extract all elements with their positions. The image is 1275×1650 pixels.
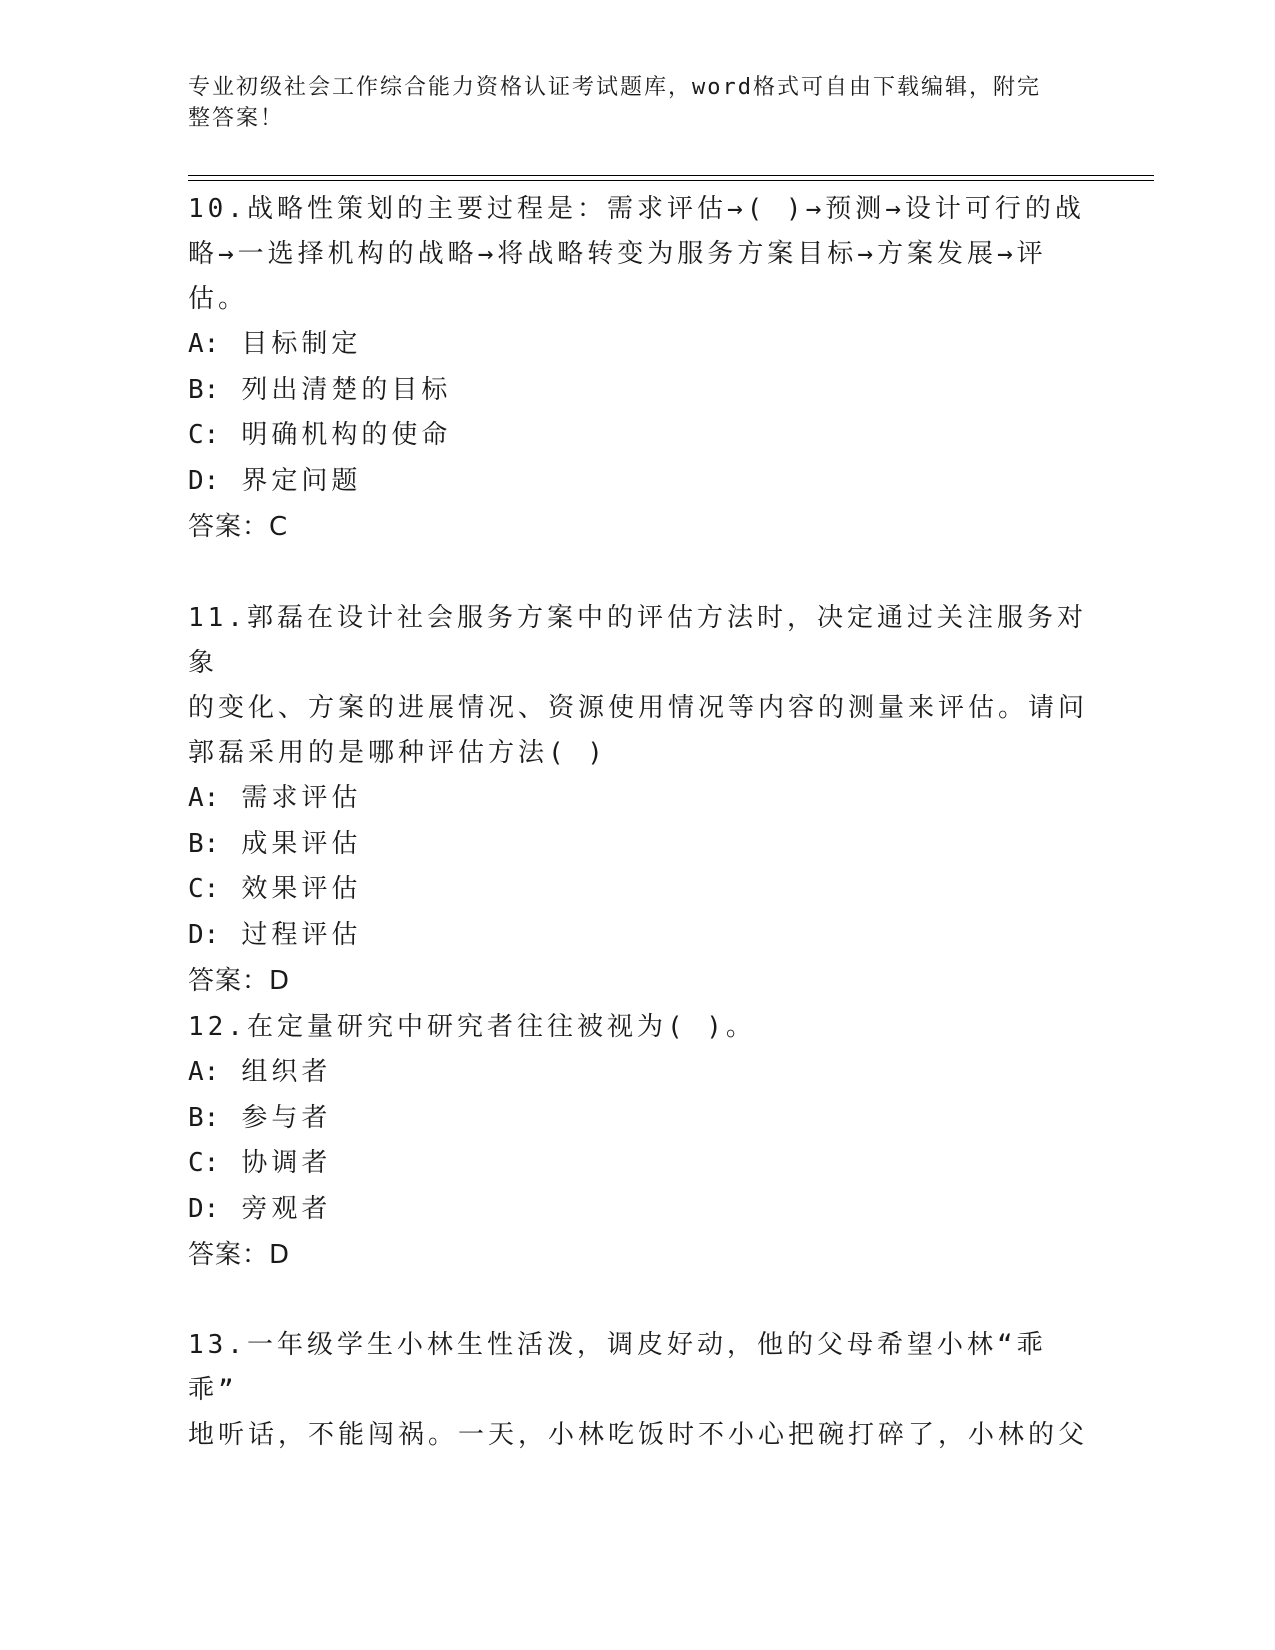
option-c — [188, 1141, 1088, 1187]
option-label: B: — [188, 374, 220, 405]
option-text: 旁观者 — [241, 1193, 332, 1224]
answer-label: 答案： — [188, 1240, 270, 1270]
option-c — [188, 413, 1088, 459]
header-line-1: 专业初级社会工作综合能力资格认证考试题库，word格式可自由下载编辑，附完 — [188, 75, 1041, 100]
question-line: 估。 — [188, 284, 249, 314]
option-text: 界定问题 — [241, 465, 362, 496]
option-text: 目标制定 — [241, 329, 362, 359]
header-rule-bottom — [188, 180, 1154, 181]
option-b — [188, 1096, 1088, 1142]
option-text: 过程评估 — [241, 919, 362, 950]
answer-label: 答案： — [188, 966, 270, 996]
option-text: 列出清楚的目标 — [241, 374, 452, 405]
question-line: 12.在定量研究中研究者往往被视为( )。 — [188, 1012, 756, 1042]
question-line: 地听话，不能闯祸。一天，小林吃饭时不小心把碗打碎了，小林的父 — [188, 1420, 1089, 1450]
answer-value: C — [269, 512, 289, 542]
question-line: 10.战略性策划的主要过程是：需求评估→( )→预测→设计可行的战 — [188, 194, 1085, 224]
option-text: 组织者 — [241, 1057, 332, 1087]
question-12 — [188, 1005, 1088, 1278]
option-b — [188, 822, 1088, 868]
option-label: D: — [188, 1193, 220, 1224]
question-line: 的变化、方案的进展情况、资源使用情况等内容的测量来评估。请问 — [188, 693, 1089, 723]
question-line: 13.一年级学生小林生性活泼，调皮好动，他的父母希望小林“乖乖” — [188, 1330, 1047, 1405]
option-b — [188, 368, 1088, 414]
option-text: 协调者 — [241, 1148, 332, 1178]
option-label: A: — [188, 329, 220, 359]
option-text: 成果评估 — [241, 828, 362, 859]
answer-line — [188, 958, 1088, 1004]
option-label: A: — [188, 783, 220, 813]
option-d — [188, 913, 1088, 959]
option-text: 参与者 — [241, 1102, 332, 1133]
answer-line — [188, 1232, 1088, 1278]
option-label: B: — [188, 1102, 220, 1133]
option-label: D: — [188, 465, 220, 496]
option-label: B: — [188, 828, 220, 859]
document-header — [188, 72, 1068, 134]
question-11 — [188, 596, 1088, 1004]
answer-line — [188, 504, 1088, 550]
option-label: D: — [188, 919, 220, 950]
option-c — [188, 867, 1088, 913]
answer-label: 答案： — [188, 512, 270, 542]
option-a — [188, 776, 1088, 822]
option-label: A: — [188, 1057, 220, 1087]
option-a — [188, 1050, 1088, 1096]
question-13 — [188, 1323, 1088, 1458]
header-line-2: 整答案！ — [188, 106, 285, 131]
answer-value: D — [269, 1240, 291, 1270]
option-text: 效果评估 — [241, 874, 362, 904]
question-10 — [188, 187, 1088, 550]
question-line: 11.郭磊在设计社会服务方案中的评估方法时，决定通过关注服务对象 — [188, 603, 1087, 678]
option-a — [188, 322, 1088, 368]
option-d — [188, 1187, 1088, 1233]
option-label: C: — [188, 874, 220, 904]
question-line: 郭磊采用的是哪种评估方法( ) — [188, 738, 607, 768]
question-line: 略→一选择机构的战略→将战略转变为服务方案目标→方案发展→评 — [188, 239, 1047, 269]
option-text: 明确机构的使命 — [241, 420, 452, 450]
option-text: 需求评估 — [241, 783, 362, 813]
option-label: C: — [188, 420, 220, 450]
option-label: C: — [188, 1148, 220, 1178]
answer-value: D — [269, 966, 291, 996]
option-d — [188, 459, 1088, 505]
header-rule-top — [188, 175, 1154, 176]
